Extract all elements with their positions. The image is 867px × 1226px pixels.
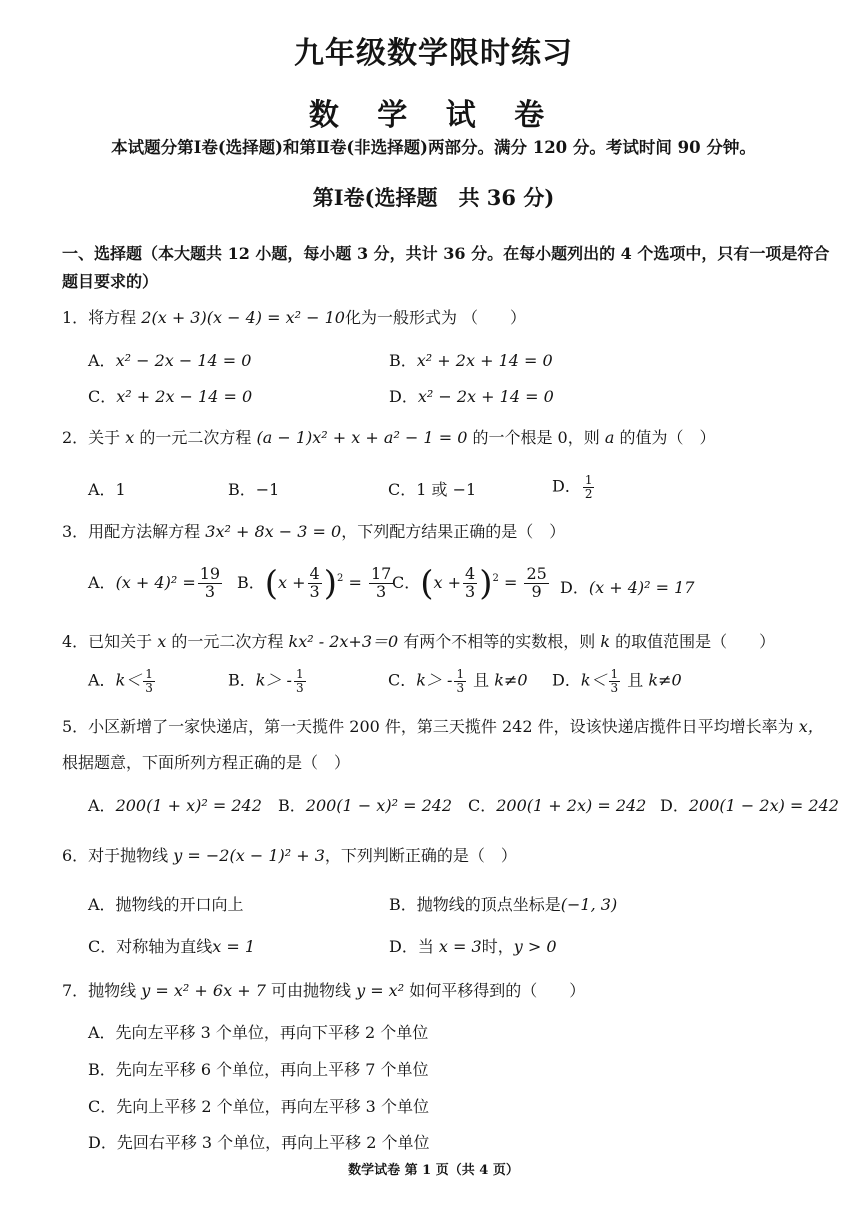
q1-option-c	[88, 386, 252, 408]
q1-option-b-label: B．	[389, 351, 417, 370]
q7-option-d: D．先回右平移 3 个单位，再向上平移 2 个单位	[88, 1133, 430, 1152]
exam-subtitle: 数 学 试 卷	[308, 98, 559, 133]
q3-option-a-fraction: $\frac{19}{3}$	[199, 564, 221, 601]
q2-stem-mid1: 的一元二次方程	[134, 428, 257, 447]
q2-option-b: B．−1	[228, 480, 280, 499]
q5-option-a: A．200(1 + x)² = 242	[88, 796, 262, 815]
q6-option-a: A．抛物线的开口向上	[88, 895, 244, 914]
q2-option-c: C．1 或 −1	[388, 480, 477, 499]
q3-option-b-fraction: $\frac{17}{3}$	[370, 564, 392, 601]
q7-option-c: C．先向上平移 2 个单位，再向左平移 3 个单位	[88, 1097, 429, 1116]
q1-option-d-expr: x² − 2x + 14 = 0	[417, 387, 554, 406]
q5-option-d: D．200(1 − 2x) = 242	[660, 796, 839, 815]
q5-stem-line1: 5．小区新增了一家快递店，第一天揽件 200 件，第三天揽件 242 件，设该快递店揽件日平均增长率为	[62, 717, 799, 736]
q4-option-b: B．k＞ - $\frac{1}{3}$	[228, 667, 304, 695]
q4-var: x	[157, 632, 167, 651]
q6-equation: y = −2(x − 1)² + 3	[173, 846, 325, 865]
question-6: 6．对于抛物线 y = −2(x − 1)² + 3，下列判断正确的是（ ）	[62, 846, 517, 865]
q2-stem-post: 的值为（ ）	[614, 428, 716, 447]
q3-equation: 3x² + 8x − 3 = 0	[205, 522, 342, 541]
q2-var-a: a	[604, 428, 615, 447]
question-7: 7．抛物线 y = x² + 6x + 7 可由抛物线 y = x² 如何平移得到的（ ）	[62, 981, 586, 1000]
q4-option-d: D．k＜ $\frac{1}{3}$ 且 k≠0	[552, 667, 682, 695]
q3-option-a	[88, 566, 224, 601]
q7-option-b: B．先向左平移 6 个单位，再向上平移 7 个单位	[88, 1060, 429, 1079]
q4-stem-post: 的取值范围是（ ）	[610, 632, 776, 651]
q1-option-b	[389, 350, 553, 372]
q1-option-c-expr: x² + 2x − 14 = 0	[116, 387, 253, 406]
q7-equation-1: y = x² + 6x + 7	[141, 981, 266, 1000]
q4-stem-mid1: 的一元二次方程	[166, 632, 289, 651]
q1-option-a-label: A．	[88, 351, 116, 370]
q6-option-d: D．当 x = 3时，y > 0	[389, 937, 557, 956]
q2-option-d-label: D．	[552, 476, 581, 496]
q7-equation-2: y = x²	[356, 981, 405, 1000]
q4-option-a: A．k＜ $\frac{1}{3}$	[88, 667, 153, 695]
q4-stem-pre: 4．已知关于	[62, 632, 158, 651]
q1-option-a-expr: x² − 2x − 14 = 0	[115, 351, 252, 370]
question-3	[62, 521, 565, 543]
q1-option-c-label: C．	[88, 387, 117, 406]
q3-option-d	[560, 577, 694, 599]
q3-option-d-expr: (x + 4)² = 17	[588, 578, 695, 597]
question-2	[62, 427, 715, 449]
q3-option-a-label: A．	[88, 572, 116, 592]
q4-option-c: C．k＞ - $\frac{1}{3}$ 且 k≠0	[388, 667, 528, 695]
q4-var-k: k	[600, 632, 611, 651]
page-footer: 数学试卷 第 1 页（共 4 页）	[348, 1163, 519, 1178]
question-5-line1	[62, 716, 824, 738]
q3-stem-post: ，下列配方结果正确的是（ ）	[341, 522, 566, 541]
q2-stem-mid2: 的一个根是 0，则	[467, 428, 605, 447]
exam-title: 九年级数学限时练习	[294, 36, 573, 71]
q1-option-a	[88, 350, 251, 372]
exam-intro: 本试题分第Ⅰ卷(选择题)和第Ⅱ卷(非选择题)两部分。满分 120 分。考试时间 90 分钟。	[111, 138, 756, 157]
q4-stem-mid2: 有两个不相等的实数根，则	[398, 632, 601, 651]
q3-option-b: B．(x + $\frac{4}{3}$ )$^2$ = $\frac{17}{3}$	[237, 563, 392, 604]
q1-stem-pre: 1．将方程	[62, 308, 142, 327]
q3-option-c-label: C．	[392, 572, 421, 592]
q5-option-b: B．200(1 − x)² = 242	[278, 796, 453, 815]
q3-option-a-lhs: (x + 4)² =	[115, 572, 196, 592]
q6-option-c: C．对称轴为直线x = 1	[88, 937, 256, 956]
q2-option-a: A．1	[88, 480, 126, 499]
q3-option-c: C．(x + $\frac{4}{3}$ )$^2$ = $\frac{25}{9}$	[392, 563, 547, 604]
q2-equation: (a − 1)x² + x + a² − 1 = 0	[256, 428, 468, 447]
question-4	[62, 631, 775, 653]
q3-option-b-label: B．	[237, 572, 265, 592]
q7-option-a: A．先向左平移 3 个单位，再向下平移 2 个单位	[88, 1023, 429, 1042]
question-1	[62, 307, 526, 329]
q6-option-b: B．抛物线的顶点坐标是(−1, 3)	[389, 895, 618, 914]
section-title: 第Ⅰ卷(选择题 共 36 分)	[312, 185, 555, 210]
q2-stem-pre: 2．关于	[62, 428, 126, 447]
q1-option-d	[389, 386, 554, 408]
q5-var: x，	[798, 717, 824, 736]
q2-option-d	[552, 474, 596, 500]
q1-option-d-label: D．	[389, 387, 418, 406]
q1-equation: 2(x + 3)(x − 4) = x² − 10	[141, 308, 345, 327]
q3-option-d-label: D．	[560, 578, 589, 597]
q4-equation: kx² - 2x+3＝0	[288, 632, 399, 651]
q5-option-c: C．200(1 + 2x) = 242	[468, 796, 647, 815]
q3-option-c-fraction: $\frac{25}{9}$	[526, 564, 547, 601]
section-heading-line1: 一、选择题（本大题共 12 小题，每小题 3 分，共计 36 分。在每小题列出的 4 个选项中，只有一项是符合	[62, 244, 830, 263]
q1-option-b-expr: x² + 2x + 14 = 0	[416, 351, 553, 370]
section-heading-line2: 题目要求的）	[62, 272, 159, 291]
q2-option-d-fraction: $\frac{1}{2}$	[584, 473, 593, 501]
q3-stem-pre: 3．用配方法解方程	[62, 522, 206, 541]
question-5-line2: 根据题意，下面所列方程正确的是（ ）	[62, 753, 351, 772]
q1-stem-post: 化为一般形式为 （ ）	[344, 308, 527, 327]
section-heading	[62, 240, 829, 296]
q2-var: x	[125, 428, 135, 447]
